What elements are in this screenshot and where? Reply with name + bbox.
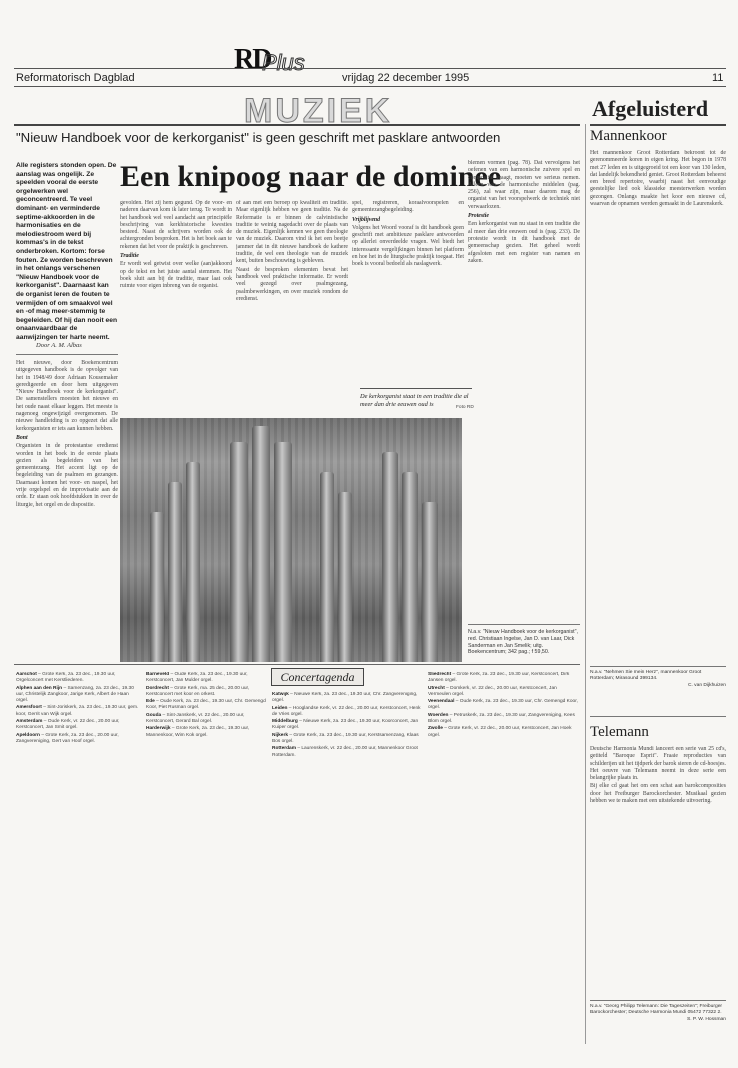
concert-details: Petruskerk, za. 23 dec., 19.30 uur, Zangvereniging, Kees Blom orgel. <box>428 712 575 725</box>
concert-details: Grote Kerk, za. 23 dec., 19.30 uur, Mannenkoor, Wim Kok orgel. <box>146 726 250 738</box>
paragraph: Het nieuwe, door Boekencentrum uitgegeven handboek is de opvolger van het in 1948/49 door Adriaan Kousemaker geredigeerde en door hem uitgegeven "Nieuw Handboek voor de kerkorganist". De samenstellers moesten het nieuwe en het oude naast elkaar leggen. Het meeste is nagenoeg ongewijzigd overgenomen. De nieuwe handleiding is zo opgezet dat alle kerkorganisten er iets aan kunnen hebben. <box>16 360 118 432</box>
concert-column-4 <box>428 672 578 1042</box>
concert-city: Dordrecht <box>146 685 169 691</box>
concert-entry: Leiden – Hooglandse Kerk, vr. 22 dec., 20.00 uur, Kerstconcert, Henk de Vries orgel. <box>272 705 421 717</box>
concert-entry: Barneveld – Oude Kerk, za. 23 dec., 19.30 uur, Kerstconcert, Jan Mulder orgel. <box>146 672 248 684</box>
concert-details: Nieuwe Kerk, za. 23 dec., 19.30 uur, Koorconcert, Jan Kuiper orgel. <box>272 719 419 731</box>
concert-entry: Alphen aan den Rijn – Samenzang, za. 23 dec., 19.30 uur, Christelijk Zangkoor, Jarige Kerk, Albert de Haan orgel. <box>16 685 134 704</box>
concert-details: Sint-Janskerk, vr. 22 dec., 20.00 uur, Kerstconcert, Gerard Bal orgel. <box>146 712 245 725</box>
concert-entry: Gouda – Sint-Janskerk, vr. 22 dec., 20.00 uur, Kerstconcert, Gerard Bal orgel. <box>146 712 245 725</box>
issue-date: vrijdag 22 december 1995 <box>342 72 470 84</box>
concert-entry: Dordrecht – Grote Kerk, ma. 25 dec., 20.00 uur, Kerstconcert met koor en orkest. <box>146 685 250 697</box>
organ-pipe <box>150 512 164 662</box>
concert-city: Woerden <box>428 712 449 718</box>
concert-city: Sliedrecht <box>428 672 452 677</box>
organ-pipe <box>230 442 248 662</box>
paragraph: Naast de besproken elementen bevat het handboek veel praktische informatie. Er wordt veel gezegd over psalmgezang, psalmbewerkingen, en over muziek rondom de eredienst. <box>236 266 348 302</box>
book-info: N.a.v. "Nieuw Handboek voor de kerkorganist", red. Christiaan Ingelse, Jan D. van Laar, Dick Sanderman en Jan Smelik; uitg. Boekencentrum; 342 pag.; f 59,50. <box>468 624 580 656</box>
concert-entry: Veenendaal – Oude Kerk, za. 23 dec., 19.30 uur, Chr. Gemengd Koor, orgel. <box>428 699 578 711</box>
byline-rule <box>16 354 118 355</box>
article-headline: "Nieuw Handboek voor de kerkorganist" is geen geschrift met pasklare antwoorden <box>16 130 501 145</box>
concert-entry: Amsterdam – Oude Kerk, vr. 22 dec., 20.00 uur, Kerstconcert, Jan Smit orgel. <box>16 719 120 731</box>
concert-details: Samenzang, za. 23 dec., 19.30 uur, Christelijk Zangkoor, Jarige Kerk, Albert de Haan orgel. <box>16 685 134 704</box>
concert-entry: Rotterdam – Laurenskerk, vr. 22 dec., 20.00 uur, Mannenkoor Groot Rotterdam. <box>272 746 418 758</box>
concert-city: Amsterdam <box>16 719 43 725</box>
article-column-3 <box>236 200 348 412</box>
concert-city: Ede <box>146 699 155 705</box>
logo-plus-text: Plus <box>262 50 305 75</box>
header-rule-top <box>14 68 726 69</box>
review-title-telemann: Telemann <box>590 724 649 740</box>
concert-city: Veenendaal <box>428 699 455 705</box>
organ-pipe <box>274 442 292 662</box>
concert-details: Grote Kerk, za. 23 dec., 20.00 uur, Zangvereniging, Gert van Hoof orgel. <box>16 732 119 744</box>
concert-city: Nijkerk <box>272 732 288 738</box>
organ-pipe <box>338 492 352 662</box>
organ-pipe <box>168 482 182 662</box>
concert-city: Utrecht <box>428 685 445 691</box>
organ-photo <box>120 418 462 662</box>
subheading: Vrijblijvend <box>352 216 381 223</box>
article-title: Een knipoog naar de dominee <box>120 160 502 193</box>
organ-pipe <box>252 426 270 662</box>
concert-column-1 <box>16 672 142 1042</box>
organ-pipe <box>186 462 200 662</box>
main-rule <box>14 124 580 126</box>
concert-details: Grote Kerk, za. 23 dec., 19.30 uur, Kerstconcert, Dirk Jansen orgel. <box>428 672 570 684</box>
review-telemann-note <box>590 1000 726 1023</box>
concert-details: Grote Kerk, za. 23 dec., 19.30 uur, Kerstsamenzang, Klaas Bos orgel. <box>272 732 419 745</box>
note-text: N.a.v. "Nehmen Sie mein Herz", mannenkoor Groot Rotterdam; Mirasound 399134. <box>590 670 702 682</box>
concert-details: Domkerk, vr. 22 dec., 20.00 uur, Kerstconcert, Jan Vermeulen orgel. <box>428 685 557 697</box>
concert-column-2 <box>146 672 268 1042</box>
concert-agenda-badge: Concertagenda <box>271 668 364 686</box>
concert-entry: Woerden – Petruskerk, za. 23 dec., 19.30 uur, Zangvereniging, Kees Blom orgel. <box>428 712 575 725</box>
article-column-5 <box>468 160 580 620</box>
concert-entry: Ede – Oude Kerk, za. 23 dec., 19.30 uur, Chr. Gemengd Koor, Piet Rusman orgel. <box>146 699 266 711</box>
organ-pipe <box>402 472 418 662</box>
organ-pipe <box>320 472 334 662</box>
paper-name: Reformatorisch Dagblad <box>16 72 135 84</box>
paragraph: Het mannenkoor Groot Rotterdam bekroont tot de gerenommeerde koren in eigen kring. Het begon in 1978 met 27 leden en is uitgegroeid tot een koor van 130 leden, dat landelijk bekendheid geniet. Groot Rotterdam beheerst een breed repertoire, waarbij naast het eenvoudige geestelijke lied ook klassieke meesterwerken worden gezongen. Onlangs maakte het koor een nieuwe cd, waarvan de opnamen werden gemaakt in de Laurenskerk. <box>590 150 726 208</box>
concert-entry: Middelburg – Nieuwe Kerk, za. 23 dec., 19.30 uur, Koorconcert, Jan Kuiper orgel. <box>272 719 419 731</box>
concert-city: Katwijk <box>272 692 289 697</box>
concert-details: Oude Kerk, za. 23 dec., 19.30 uur, Kerstconcert, Jan Mulder orgel. <box>146 672 248 684</box>
organ-pipe <box>382 452 398 662</box>
concert-details: Sint-Joriskerk, za. 23 dec., 19.30 uur, gem. koor, Gerrit van Wijk orgel. <box>16 705 139 717</box>
paragraph: Bij elke cd gaat het om een schat aan barokcomposities door het Freiburger Barockorchester. Musikaal gezien hebben we te maken met een uitstekende uitvoering. <box>590 783 726 805</box>
organ-pipe <box>422 502 438 662</box>
paragraph: Een kerkorganist van nu staat in een traditie die al meer dan drie eeuwen oud is (pag. 233). De protestie wordt in dit handboek met de gemeenschap gezien. Het geheel wordt afgesloten met een register van namen en zaken. <box>468 221 580 264</box>
pull-quote: De kerkorganist staat in een traditie die al meer dan drie eeuwen oud is <box>360 388 472 409</box>
subheading: Bont <box>16 434 28 441</box>
paragraph: of aan met een beroep op kwaliteit en traditie. Maar eigenlijk hebben we geen traditie. Na de Reformatie is er binnen de calvinistische traditie te weinig nagedacht over de plaats van de muziek. Eigenlijk kennen we geen theologie van de muziek. Daarom vind ik het een beetje jammer dat in dit nieuwe handboek de kathere traditie, de wel een theologie van de muziek kent, buiten beschouwing is gebleven. <box>236 200 348 265</box>
concert-city: Gouda <box>146 712 162 718</box>
concert-entry: Zwolle – Grote Kerk, vr. 22 dec., 20.00 uur, Kerstconcert, Jan Hoek orgel. <box>428 726 572 738</box>
note-author: S. P. W. Hossman <box>686 1016 726 1022</box>
concert-city: Alphen aan den Rijn <box>16 685 63 691</box>
concert-city: Zwolle <box>428 726 443 732</box>
article-byline: Door A. M. Albas <box>36 342 82 349</box>
paragraph: Organisten in de protestantse eredienst worden in het boek in de eerste plaats gezien als begeleiders van het gemeentezang. Het accent ligt op de begeleiding van de psalmen en gezangen. Daarnaast komen het voor- en naspel, het vrije orgelspel en de improvisatie aan de orde. Er staan ook hoofdstukken in over de liturgie, het orgel en de dispositie. <box>16 443 118 508</box>
concert-details: Laurenskerk, vr. 22 dec., 20.00 uur, Mannenkoor Groot Rotterdam. <box>272 746 418 758</box>
concert-entry: Aarschot – Grote Kerk, za. 23 dec., 19.30 uur, Orgelconcert met Kerstliederen. <box>16 672 116 684</box>
concert-rule <box>14 664 580 665</box>
concert-details: Grote Kerk, ma. 25 dec., 20.00 uur, Kerstconcert met koor en orkest. <box>146 685 250 697</box>
article-lead: Alle registers stonden open. De aanslag was ongelijk. Ze speelden vooral de eerste orgelwerken wel geconcentreerd. Te veel dominant- en verminderde septime-akkoorden in de harmonisaties en de melodiestroom werd bij kommas's in de tekst onderbroken. Kortom: forse fouten. Ze worden beschreven in het onlangs verschenen "Nieuw Handboek voor de kerkorganist". Daarnaast kan de organist leren de fouten te vermijden of om smaakvol wel en -of mag meer-stemmig te begeleiden. Of hij dan nooit een onaanvaardbaar de aanwijzingen ter harte neemt. <box>16 162 118 341</box>
concert-entry: Katwijk – Nieuwe Kerk, za. 23 dec., 19.30 uur, Chr. Zangvereniging, orgel. <box>272 692 418 704</box>
concert-details: Nieuwe Kerk, za. 23 dec., 19.30 uur, Chr. Zangvereniging, orgel. <box>272 692 418 704</box>
concert-entry: Utrecht – Domkerk, vr. 22 dec., 20.00 uur, Kerstconcert, Jan Vermeulen orgel. <box>428 685 557 697</box>
header-rule-bottom <box>14 86 726 87</box>
subheading: Traditie <box>120 253 139 260</box>
concert-city: Barneveld <box>146 672 170 677</box>
article-column-2 <box>120 200 232 412</box>
concert-entry: Amersfoort – Sint-Joriskerk, za. 23 dec., 19.30 uur, gem. koor, Gerrit van Wijk orgel. <box>16 705 139 717</box>
concert-details: Hooglandse Kerk, vr. 22 dec., 20.00 uur, Kerstconcert, Henk de Vries orgel. <box>272 705 421 717</box>
review-title-mannenkoor: Mannenkoor <box>590 128 667 144</box>
paragraph: Deutsche Harmonia Mundi lanceert een serie van 25 cd's, getiteld "Baroque Esprit". Fraaie reproducties van schilderijen uit het tijdperk der barok sieren de cd-hoesjes. Het oeuvre van Telemann neemt in deze serie een belangrijke plaats in. <box>590 746 726 782</box>
article-column-1 <box>16 360 118 660</box>
concert-entry: Sliedrecht – Grote Kerk, za. 23 dec., 19.30 uur, Kerstconcert, Dirk Jansen orgel. <box>428 672 570 684</box>
subheading: Protestie <box>468 213 489 220</box>
concert-city: Aarschot <box>16 672 37 677</box>
concert-entry: Apeldoorn – Grote Kerk, za. 23 dec., 20.00 uur, Zangvereniging, Gert van Hoof orgel. <box>16 732 119 744</box>
concert-city: Harderwijk <box>146 726 171 732</box>
concert-city: Leiden <box>272 705 288 711</box>
concert-details: Oude Kerk, vr. 22 dec., 20.00 uur, Kerstconcert, Jan Smit orgel. <box>16 719 120 731</box>
concert-details: Grote Kerk, vr. 22 dec., 20.00 uur, Kerstconcert, Jan Hoek orgel. <box>428 726 572 738</box>
paragraph: gevolden. Het zij hem gegund. Op de voor- en naderen daarvan kom ik later terug. Te wordt in het handboek wel veel aandacht aan principiële beschrijving van kerkhistorische kwesties besteed. Naast de schrijvers worden ook de achtergronden besproken. Het is het boek aan te rekenen dat het voor de praktijk is geschreven. <box>120 200 232 250</box>
column-separator <box>585 124 586 1044</box>
section-title: MUZIEK <box>244 92 393 130</box>
paragraph: Volgens het Woord vooraf is dit handboek geen geschrift met ambitieuze pasklare antwoorden op allerlei onverdeelde vragen. Wel biedt het interessante vergelijkingen binnen het platform en hoe het in de liturgische praktijk toegaat. Het boek is vooral bedoeld als naslagwerk. <box>352 224 464 268</box>
note-text: N.a.v. "Georg Philipp Telemann: Die Tageszeiten"; Freiburger Barockorchester; Deutsche Harmonia Mundi 05472 77322 2. <box>590 1004 723 1016</box>
concert-details: Grote Kerk, za. 23 dec., 19.30 uur, Orgelconcert met Kerstliederen. <box>16 672 116 684</box>
sidebar-title: Afgeluisterd <box>592 96 709 121</box>
concert-column-3 <box>272 692 422 1042</box>
concert-city: Middelburg <box>272 719 298 725</box>
review-mannenkoor-text <box>590 150 726 660</box>
concert-city: Rotterdam <box>272 746 296 752</box>
note-author: C. van Dijkhuizen <box>687 682 726 688</box>
photo-credit: Foto RD <box>456 405 474 410</box>
sidebar-separator <box>590 716 726 717</box>
concert-entry: Harderwijk – Grote Kerk, za. 23 dec., 19.30 uur, Mannenkoor, Wim Kok orgel. <box>146 726 250 738</box>
paragraph: Er wordt wel getwist over welke (aan)akkoord op de tekst en het juiste aantal stemmen. Het boek sluit aan bij de traditie, maar laat ook ruimte voor eigen inbreng van de organist. <box>120 261 232 290</box>
logo-rd-text: RD <box>234 44 271 75</box>
paragraph: blemen vormen (pag. 78). Dat vervolgens het oefenen van een harmonische zuivere spel en compositie vraagt, moeten we serieus nemen. Alleen van de harmonische middelen (pag. 256), zal waar zijn, maar daarom mag de organist van het voorspelwerk de techniek niet verwaarlozen. <box>468 160 580 210</box>
review-telemann-text <box>590 746 726 996</box>
concert-city: Apeldoorn <box>16 732 40 738</box>
concert-entry: Nijkerk – Grote Kerk, za. 23 dec., 19.30 uur, Kerstsamenzang, Klaas Bos orgel. <box>272 732 419 745</box>
paragraph: spel, registreren, koraalvoorspelen en gemeentezangbegeleiding. <box>352 200 464 214</box>
review-mannenkoor-note <box>590 666 726 689</box>
side-rule <box>590 124 726 126</box>
concert-city: Amersfoort <box>16 705 42 711</box>
article-column-4 <box>352 200 464 384</box>
page-number: 11 <box>712 72 724 84</box>
concert-details: Oude Kerk, za. 23 dec., 19.30 uur, Chr. Gemengd Koor, Piet Rusman orgel. <box>146 699 266 711</box>
concert-details: Oude Kerk, za. 23 dec., 19.30 uur, Chr. Gemengd Koor, orgel. <box>428 699 578 711</box>
